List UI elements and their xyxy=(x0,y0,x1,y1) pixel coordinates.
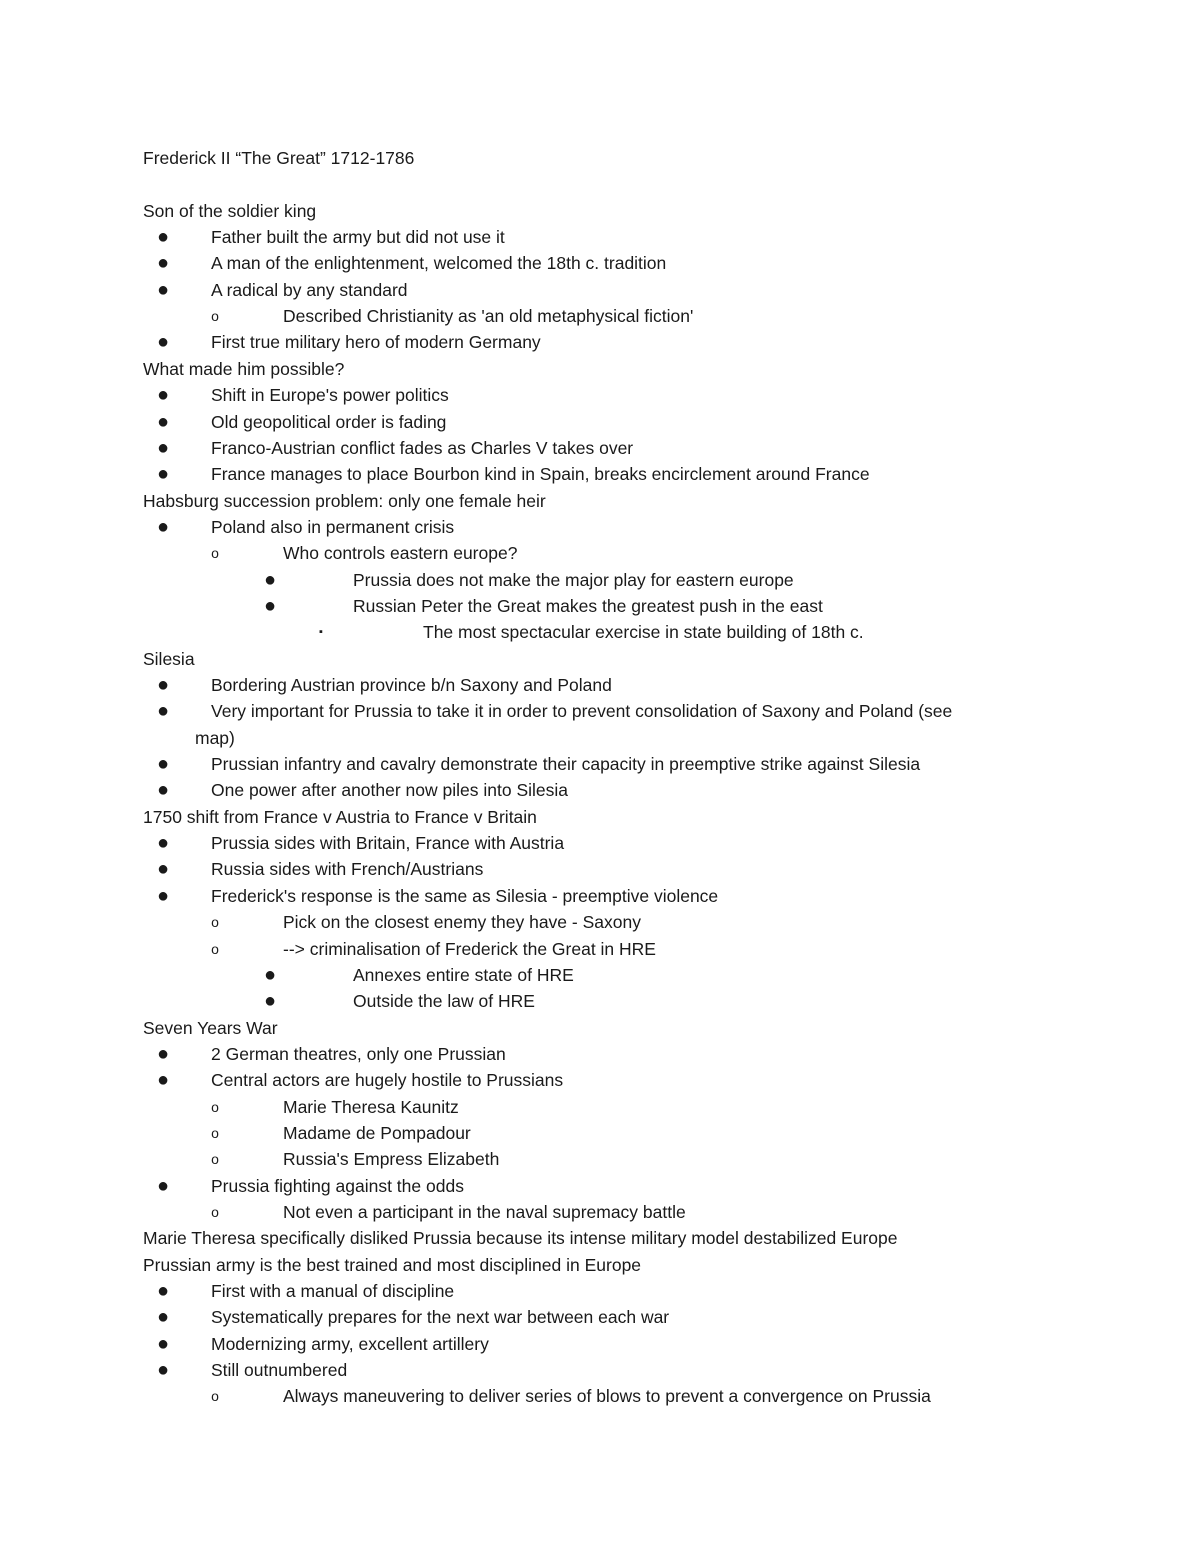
list-item xyxy=(0,988,1200,1014)
bullet-icon: ● xyxy=(156,278,170,301)
bullet-icon: ● xyxy=(156,331,170,354)
list-item xyxy=(0,329,1200,355)
list-item-text: First true military hero of modern Germany xyxy=(211,332,541,353)
list-item xyxy=(0,277,1200,303)
list-item-text: Pick on the closest enemy they have - Saxony xyxy=(283,912,641,933)
circle-bullet-icon: o xyxy=(211,1098,219,1115)
list-item-text: A man of the enlightenment, welcomed the 18th c. tradition xyxy=(211,253,667,274)
bullet-icon: ● xyxy=(156,1306,170,1329)
list-item xyxy=(0,1278,1200,1304)
bullet-icon: ● xyxy=(156,700,170,723)
list-item-text: Shift in Europe's power politics xyxy=(211,385,449,406)
list-item-text: Russia sides with French/Austrians xyxy=(211,859,484,880)
list-item-text: France manages to place Bourbon kind in Spain, breaks encirclement around France xyxy=(211,464,870,485)
list-item xyxy=(0,1094,1200,1120)
list-item xyxy=(0,250,1200,276)
list-item-text: Old geopolitical order is fading xyxy=(211,411,447,432)
list-item-text: Still outnumbered xyxy=(211,1360,348,1381)
bullet-icon: ● xyxy=(263,990,277,1013)
list-item-text: Franco-Austrian conflict fades as Charles V takes over xyxy=(211,437,634,458)
heading-text: Habsburg succession problem: only one female heir xyxy=(143,490,546,511)
list-item-text: Poland also in permanent crisis xyxy=(211,516,455,537)
list-item-text: Bordering Austrian province b/n Saxony and Poland xyxy=(211,675,612,695)
heading-line xyxy=(0,646,1200,672)
heading-line xyxy=(0,488,1200,514)
circle-bullet-icon: o xyxy=(211,1388,219,1405)
list-item xyxy=(0,303,1200,329)
bullet-icon: ● xyxy=(156,410,170,433)
list-item xyxy=(0,751,1200,777)
circle-bullet-icon: o xyxy=(211,308,219,325)
heading-text: What made him possible? xyxy=(143,358,345,379)
list-item-text: Father built the army but did not use it xyxy=(211,227,505,248)
heading-text: Frederick II “The Great” 1712-1786 xyxy=(143,148,415,168)
list-item-text: Prussia does not make the major play for eastern europe xyxy=(353,569,794,590)
circle-bullet-icon: o xyxy=(211,1151,219,1168)
bullet-icon: ● xyxy=(263,594,277,617)
circle-bullet-icon: o xyxy=(211,1204,219,1220)
bullet-icon: ● xyxy=(156,1359,170,1382)
list-item xyxy=(0,1357,1200,1383)
bullet-icon: ● xyxy=(156,779,170,802)
list-item xyxy=(0,830,1200,856)
heading-text: map) xyxy=(195,727,235,748)
list-item xyxy=(0,567,1200,593)
bullet-icon: ● xyxy=(156,463,170,486)
list-item xyxy=(0,1383,1200,1409)
list-item xyxy=(0,1120,1200,1146)
list-item-text: Very important for Prussia to take it in order to prevent consolidation of Saxony and Poland (see xyxy=(211,701,953,722)
bullet-icon: ● xyxy=(156,1069,170,1092)
list-item-text: Annexes entire state of HRE xyxy=(353,964,574,985)
heading-line xyxy=(0,725,1200,751)
list-item-text: One power after another now piles into Silesia xyxy=(211,780,569,801)
list-item xyxy=(0,409,1200,435)
list-item xyxy=(0,1199,1200,1225)
list-item xyxy=(0,540,1200,566)
list-item xyxy=(0,619,1200,645)
list-item xyxy=(0,698,1200,724)
list-item-text: Russia's Empress Elizabeth xyxy=(283,1149,500,1170)
heading-line xyxy=(0,145,1200,171)
heading-line xyxy=(0,198,1200,224)
list-item xyxy=(0,461,1200,487)
list-item xyxy=(0,435,1200,461)
list-item xyxy=(0,1067,1200,1093)
list-item-text: --> criminalisation of Frederick the Great in HRE xyxy=(283,938,656,959)
bullet-icon: ● xyxy=(156,1280,170,1303)
list-item xyxy=(0,777,1200,803)
list-item xyxy=(0,1304,1200,1330)
list-item xyxy=(0,382,1200,408)
heading-line xyxy=(0,171,1200,197)
bullet-icon: ● xyxy=(263,568,277,591)
list-item-text: First with a manual of discipline xyxy=(211,1281,455,1302)
list-item xyxy=(0,1041,1200,1067)
bullet-icon: ● xyxy=(156,384,170,407)
list-item xyxy=(0,962,1200,988)
list-item xyxy=(0,1173,1200,1199)
list-item xyxy=(0,514,1200,540)
bullet-icon: ● xyxy=(156,1174,170,1197)
bullet-icon: ● xyxy=(156,858,170,881)
list-item xyxy=(0,1146,1200,1172)
list-item xyxy=(0,936,1200,962)
list-item xyxy=(0,856,1200,882)
list-item-text: Prussian infantry and cavalry demonstrate their capacity in preemptive strike against Silesia xyxy=(211,754,921,775)
list-item-text: The most spectacular exercise in state building of 18th c. xyxy=(423,622,864,643)
bullet-icon: ● xyxy=(156,1042,170,1065)
bullet-icon: ● xyxy=(156,515,170,538)
bullet-icon: ● xyxy=(263,963,277,986)
list-item-text: Outside the law of HRE xyxy=(353,991,535,1012)
list-item xyxy=(0,909,1200,935)
list-item-text: Systematically prepares for the next war between each war xyxy=(211,1307,670,1328)
heading-line xyxy=(0,1225,1200,1251)
bullet-icon: ● xyxy=(156,252,170,275)
list-item-text: Marie Theresa Kaunitz xyxy=(283,1096,459,1117)
bullet-icon: ● xyxy=(156,226,170,249)
heading-line xyxy=(0,356,1200,382)
circle-bullet-icon: o xyxy=(211,940,219,957)
list-item-text: Prussia sides with Britain, France with Austria xyxy=(211,833,565,854)
heading-text: Son of the soldier king xyxy=(143,200,317,221)
list-item-text: Who controls eastern europe? xyxy=(283,543,518,564)
list-item xyxy=(0,1331,1200,1357)
heading-text: Seven Years War xyxy=(143,1017,278,1038)
heading-text: Prussian army is the best trained and most disciplined in Europe xyxy=(143,1254,642,1275)
list-item-text: 2 German theatres, only one Prussian xyxy=(211,1043,506,1064)
circle-bullet-icon: o xyxy=(211,545,219,562)
bullet-icon: ● xyxy=(156,674,170,696)
list-item-text: Always maneuvering to deliver series of blows to prevent a convergence on Prussia xyxy=(283,1386,931,1407)
heading-text: Marie Theresa specifically disliked Prussia because its intense military model destabilized Europe xyxy=(143,1228,898,1249)
heading-line xyxy=(0,1252,1200,1278)
bullet-icon: ● xyxy=(156,753,170,776)
bullet-icon: ● xyxy=(156,884,170,907)
list-item xyxy=(0,593,1200,619)
bullet-icon: ● xyxy=(156,436,170,459)
list-item-text: Frederick's response is the same as Silesia - preemptive violence xyxy=(211,885,719,906)
list-item-text: Modernizing army, excellent artillery xyxy=(211,1333,489,1354)
heading-text: 1750 shift from France v Austria to France v Britain xyxy=(143,806,537,827)
bullet-icon: ● xyxy=(156,832,170,855)
list-item xyxy=(0,672,1200,698)
list-item xyxy=(0,224,1200,250)
heading-line xyxy=(0,804,1200,830)
list-item-text: Described Christianity as 'an old metaphysical fiction' xyxy=(283,306,694,327)
list-item-text: Russian Peter the Great makes the greatest push in the east xyxy=(353,595,823,616)
circle-bullet-icon: o xyxy=(211,914,219,931)
list-item-text: Central actors are hugely hostile to Prussians xyxy=(211,1070,564,1091)
bullet-icon: ● xyxy=(156,1332,170,1355)
square-bullet-icon: ▪ xyxy=(319,626,323,639)
list-item-text: Not even a participant in the naval supremacy battle xyxy=(283,1202,686,1222)
list-item-text: A radical by any standard xyxy=(211,279,408,300)
list-item-text: Prussia fighting against the odds xyxy=(211,1175,464,1196)
list-item-text: Madame de Pompadour xyxy=(283,1122,471,1143)
list-item xyxy=(0,883,1200,909)
heading-text: Silesia xyxy=(143,648,195,669)
circle-bullet-icon: o xyxy=(211,1124,219,1141)
heading-line xyxy=(0,1015,1200,1041)
